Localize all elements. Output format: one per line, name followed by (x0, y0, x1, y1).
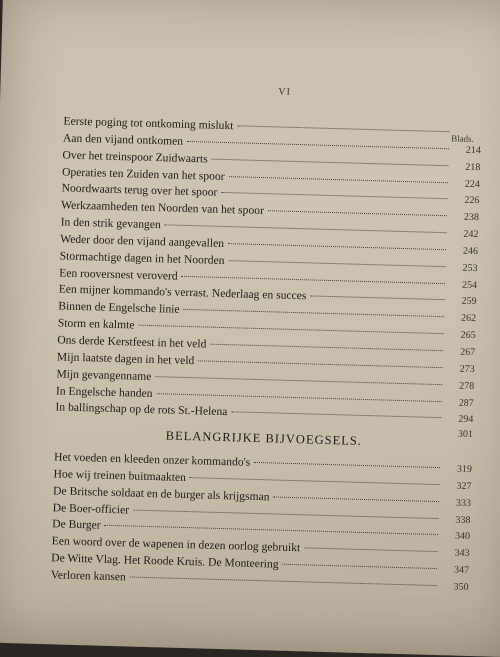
toc-entry-title: Binnen de Engelsche linie (58, 299, 180, 317)
leader-dots (155, 376, 442, 385)
toc-main-list (55, 114, 481, 429)
toc-entry-title: De Burger (52, 517, 101, 533)
toc-entry-page: 265 (460, 329, 476, 342)
toc-entry-page: 226 (464, 195, 480, 207)
toc-entry-page: 254 (461, 279, 478, 291)
toc-entry-page: 242 (463, 228, 479, 241)
toc-entry-page: 267 (460, 346, 476, 359)
leader-dots (229, 176, 448, 183)
toc-entry-title: Stormachtige dagen in het Noorden (59, 249, 225, 267)
toc-entry-title: Een woord over de wapenen in dezen oorlog gebruikt (51, 534, 301, 555)
leader-dots (221, 192, 447, 199)
toc-entry-page: 238 (463, 211, 480, 224)
toc-appendix-list (51, 450, 473, 596)
toc-entry-page: 340 (454, 530, 471, 543)
toc-entry-title: Hoe wij treinen buitmaakten (53, 467, 187, 484)
appendix-heading: BELANGRIJKE BIJVOEGSELS. (165, 428, 363, 448)
toc-entry-page: 287 (458, 397, 474, 409)
running-head: VI (278, 86, 292, 98)
leader-dots (237, 125, 449, 132)
toc-entry-title: Mijn gevangenname (56, 367, 152, 383)
toc-entry-title: De Witte Vlag. Het Roode Kruis. De Monteering (51, 551, 279, 571)
toc-entry-title: Een mijner kommando's verrast. Nederlaag en succes (58, 282, 307, 303)
toc-entry-title: De Boer-officier (52, 500, 130, 516)
toc-entry-page: 253 (462, 262, 478, 274)
page-column-label: Blads. (451, 133, 475, 144)
toc-entry-title: In den strik gevangen (60, 215, 161, 232)
toc-entry-title: Storm en kalmte (57, 316, 135, 332)
toc-entry-title: Eerste poging tot ontkoming mislukt (63, 114, 234, 133)
leader-dots (283, 564, 438, 569)
toc-entry-title: Het voeden en kleeden onzer kommando's (53, 450, 251, 469)
toc-entry-page: 301 (457, 428, 474, 441)
toc-entry-page: 218 (465, 161, 481, 173)
toc-entry-title: Operaties ten Zuiden van het spoor (61, 164, 225, 183)
leader-dots (212, 158, 449, 166)
leader-dots (198, 360, 442, 368)
toc-entry-page: 278 (459, 380, 475, 392)
toc-entry-title: Aan den vijand ontkomen (62, 131, 184, 148)
toc-entry-page: 338 (455, 514, 471, 526)
toc-entry-page: 294 (458, 413, 474, 426)
leader-dots (231, 412, 441, 419)
toc-entry-title: Weder door den vijand aangevallen (60, 232, 225, 250)
leader-dots (254, 462, 440, 468)
toc-entry-page: 224 (464, 178, 481, 190)
leader-dots (165, 224, 447, 233)
toc-entry-page: 343 (454, 547, 470, 560)
toc-entry-title: Noordwaarts terug over het spoor (61, 181, 218, 200)
leader-dots (190, 477, 440, 485)
toc-entry-title: Werkzaamheden ten Noorden van het spoor (60, 198, 265, 218)
leader-dots (184, 309, 445, 317)
leader-dots (228, 260, 445, 267)
toc-entry-title: Een rooversnest veroverd (59, 266, 178, 283)
leader-dots (268, 210, 447, 216)
toc-entry-page: 273 (459, 363, 475, 375)
leader-dots (187, 141, 449, 149)
toc-entry-title: Mijn laatste dagen in het veld (56, 350, 195, 368)
toc-entry-page: 262 (460, 312, 477, 325)
leader-dots (182, 275, 445, 283)
toc-entry-page: 333 (455, 497, 472, 509)
toc-entry-page: 350 (453, 581, 469, 593)
toc-entry-title: Over het treinspoor Zuidwaarts (62, 148, 208, 166)
toc-entry-page: 347 (453, 564, 470, 577)
leader-dots (156, 393, 441, 402)
leader-dots (274, 496, 439, 502)
leader-dots (105, 525, 438, 535)
leader-dots (130, 576, 437, 586)
leader-dots (228, 243, 446, 250)
leader-dots (133, 509, 438, 519)
toc-entry-title: In Engelsche handen (55, 383, 153, 400)
toc-entry-page: 319 (456, 463, 473, 476)
toc-entry-page: 246 (462, 245, 479, 257)
leader-dots (210, 344, 443, 352)
toc-entry-title: Ons derde Kerstfeest in het veld (57, 333, 207, 351)
toc-entry-page (453, 135, 481, 136)
toc-entry-page: 214 (465, 144, 481, 156)
toc-entry-page: 259 (461, 296, 477, 308)
leader-dots (138, 325, 443, 335)
toc-entry-title: In ballingschap op de rots St.-Helena (55, 400, 228, 419)
leader-dots (310, 296, 444, 301)
toc-entry-title: De Britsche soldaat en de burger als krijgsman (52, 484, 270, 504)
toc-entry-page: 327 (456, 480, 472, 492)
toc-entry-title: Verloren kansen (50, 568, 126, 584)
leader-dots (304, 548, 437, 553)
